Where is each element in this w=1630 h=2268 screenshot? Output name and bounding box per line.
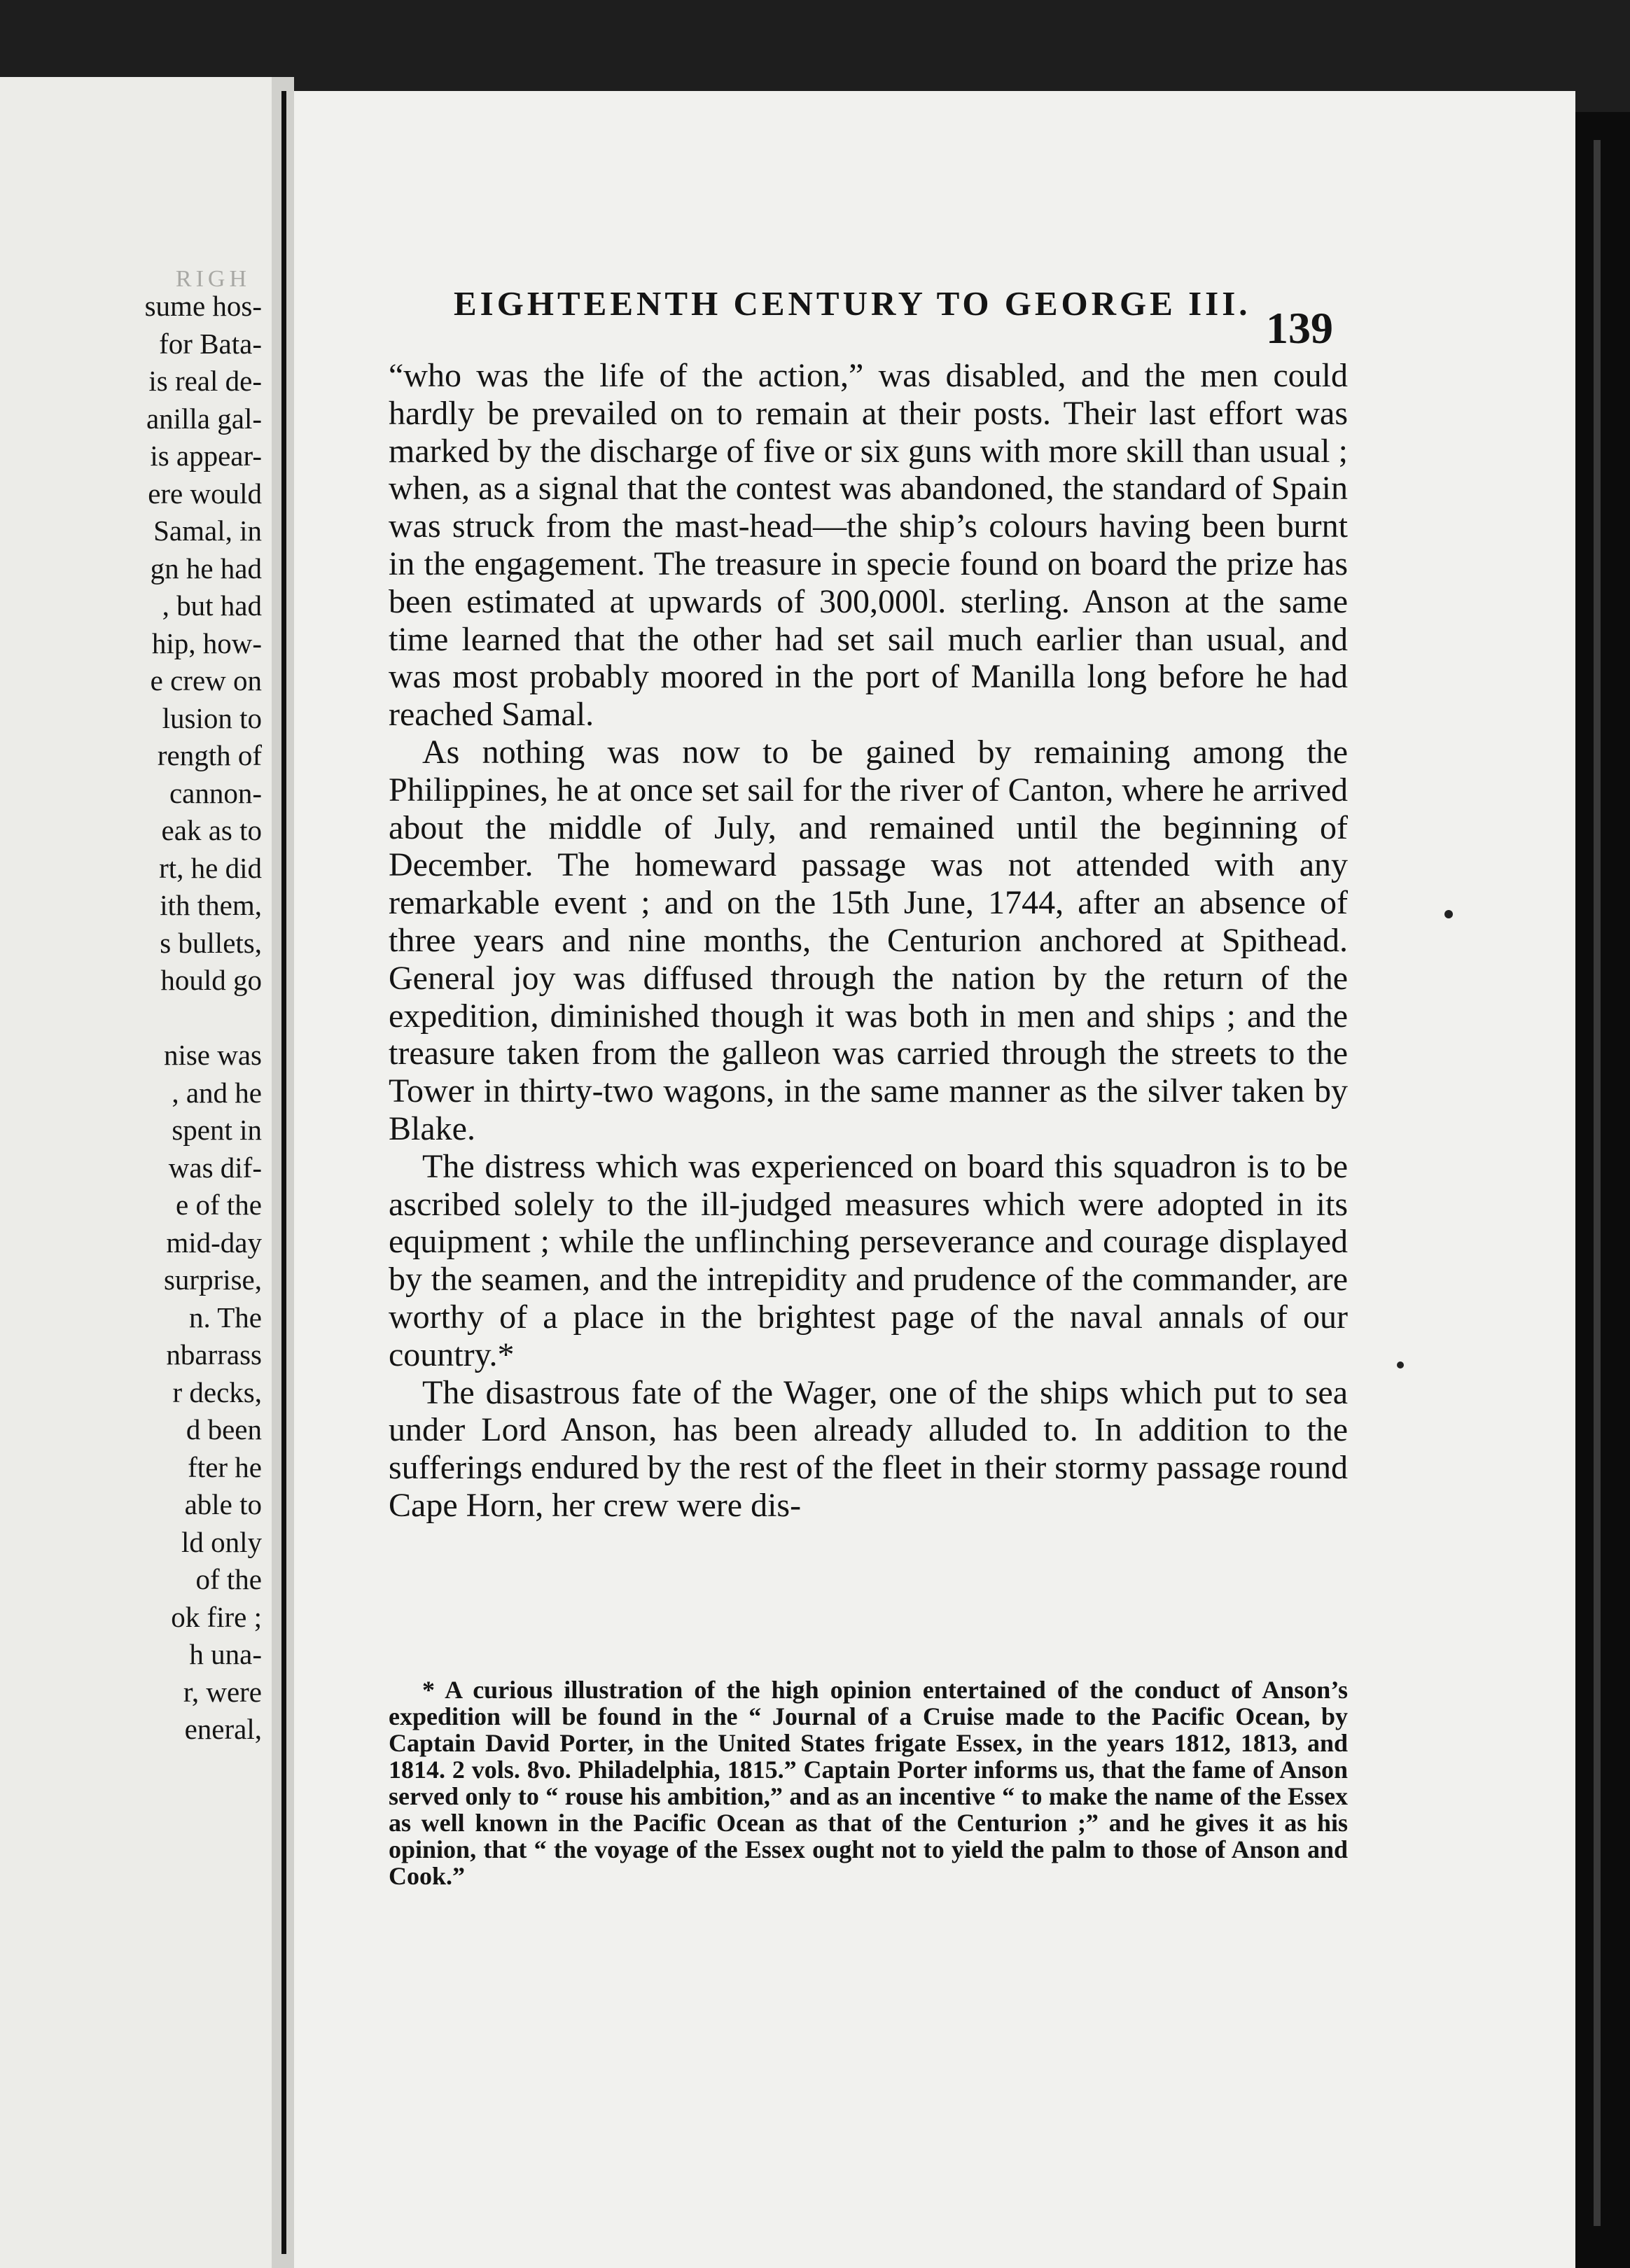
left-page-line: , and he [172, 1076, 262, 1109]
left-page-line: was dif- [168, 1151, 262, 1184]
left-page-line: eak as to [161, 814, 262, 846]
left-page-line: rength of [157, 739, 262, 771]
left-page-line: lusion to [162, 701, 262, 734]
paragraph: As nothing was now to be gained by remaining among the Philippines, he at once set sail for the river of Canton, where he arrived about the middle of July, and remained until the beginning of December. The homeward passage was not attended with any remarkable event ; and on the 15th June, 1744, after an absence of three years and nine months, the Centurion anchored at Spithead. General joy was diffused through the nation by the return of the expedition, diminished though it was both in men and ships ; and the treasure taken from the galleon was carried through the streets to the Tower in thirty-two wagons, in the same manner as the silver taken by Blake. [389, 733, 1348, 1147]
paragraph: The disastrous fate of the Wager, one of the ships which put to sea under Lord Anson, has been already alluded to. In addition to the sufferings endured by the rest of the fleet in their stormy passage round Cape Horn, her crew were dis- [389, 1373, 1348, 1524]
left-page-line: d been [186, 1413, 262, 1446]
paragraph: “who was the life of the action,” was disabled, and the men could hardly be prevailed on to remain at their posts. Their last effort was marked by the discharge of five or six guns with more skill than usual ; when, as a signal that the contest was abandoned, the standard of Spain was struck from the mast-head—the ship’s colours having been burnt in the engagement. The treasure in specie found on board the prize has been estimated at upwards of 300,000l. sterling. Anson at the same time learned that the other had set sail much earlier than usual, and was most probably moored in the port of Manilla long before he had reached Samal. [389, 357, 1348, 734]
left-page-line: ok fire ; [171, 1600, 262, 1633]
left-page-line: is appear- [150, 440, 262, 472]
left-page-line: nise was [163, 1039, 262, 1071]
left-page [0, 77, 272, 2268]
running-head: EIGHTEENTH CENTURY TO GEORGE III. [454, 284, 1251, 323]
left-page-line: Samal, in [153, 514, 262, 547]
book-gutter [272, 77, 294, 2268]
left-page-line: spent in [172, 1114, 262, 1146]
body-text [389, 357, 1348, 1525]
left-page-line: gn he had [150, 552, 262, 584]
left-page-line: hould go [160, 964, 262, 996]
paragraph: The distress which was experienced on board this squadron is to be ascribed solely to the ill-judged measures which were adopted in its equipment ; while the unflinching perseverance and courage displayed by the seamen, and the intrepidity and prudence of the commander, are worthy of a place in the brightest page of the naval annals of our country.* [389, 1147, 1348, 1373]
footnote-text: * A curious illustration of the high opinion entertained of the conduct of Anson’s expedition will be found in the “ Journal of a Cruise made to the Pacific Ocean, by Captain David Porter, in the United States frigate Essex, in the years 1812, 1813, and 1814. 2 vols. 8vo. Philadelphia, 1815.” Captain Porter informs us, that the fame of Anson served only to “ rouse his ambition,” and as an incentive “ to make the name of the Essex as well known in the Pacific Ocean as that of the Centurion ;” and he gives it as his opinion, that “ the voyage of the Essex ought not to yield the palm to those of Anson and Cook.” [389, 1676, 1348, 1890]
left-page-line: , but had [162, 589, 262, 622]
left-page-line: e of the [176, 1189, 262, 1221]
page-number: 139 [1266, 303, 1333, 353]
speck-mark [1397, 1362, 1404, 1368]
left-page-line: anilla gal- [146, 402, 262, 435]
left-page-line: hip, how- [151, 626, 262, 659]
left-page-line: h una- [189, 1638, 262, 1670]
left-page-line: for Bata- [159, 327, 262, 360]
left-page-line: nbarrass [166, 1338, 262, 1371]
left-page-line: r, were [183, 1675, 262, 1708]
left-page-line: is real de- [148, 365, 262, 397]
book-edge-stripe [1594, 140, 1601, 2226]
left-page-line: ld only [181, 1525, 262, 1558]
left-page-line: cannon- [169, 776, 262, 809]
left-page-line: e crew on [150, 664, 262, 696]
left-page-line: n. The [188, 1301, 262, 1334]
left-page-line: rt, he did [159, 851, 262, 884]
left-page-line: surprise, [163, 1264, 262, 1296]
book-edge [1575, 112, 1630, 2268]
left-page-line: sume hos- [144, 290, 262, 322]
left-page-line: fter he [188, 1450, 262, 1483]
left-page-ghost-header: RIGH [175, 266, 251, 292]
footnote [389, 1676, 1348, 1889]
speck-mark [1444, 910, 1453, 918]
gutter-rule [281, 91, 286, 2254]
left-page-line: of the [195, 1563, 262, 1595]
left-page-line: mid-day [166, 1226, 262, 1259]
left-page-line: ere would [148, 477, 262, 510]
left-page-line: ith them, [160, 889, 262, 921]
left-page-line: s bullets, [160, 926, 262, 959]
left-page-line: able to [184, 1488, 262, 1520]
left-page-line: r decks, [172, 1376, 262, 1408]
left-page-line: eneral, [184, 1713, 262, 1745]
